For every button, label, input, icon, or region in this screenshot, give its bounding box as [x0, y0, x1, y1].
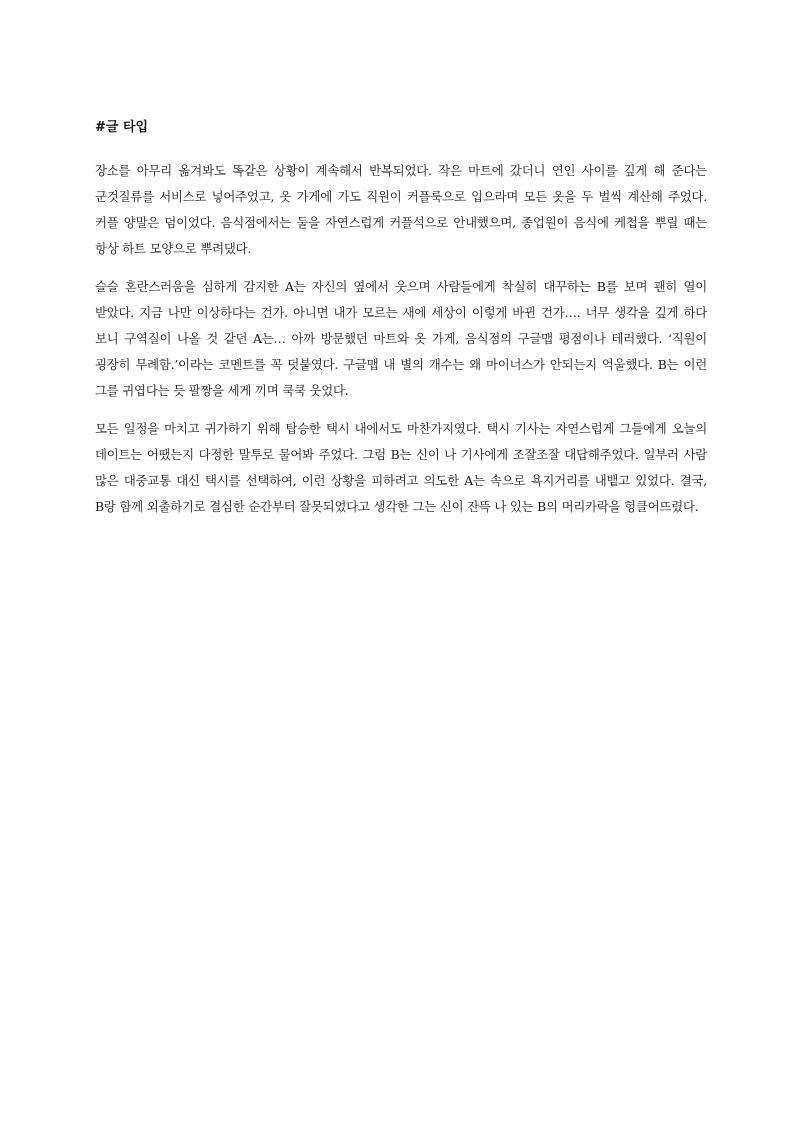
paragraph-2: 슬슬 혼란스러움을 심하게 감지한 A는 자신의 옆에서 웃으며 사람들에게 착실히 대꾸하는 B를 보며 괜히 열이 받았다. 지금 나만 이상하다는 건가. 아니면 내가 모르는 새에 세상이 이렇게 바뀐 건가…. 너무 생각을 깊게 하다 보니 구역질이 나올 것 같던 A는… 아까 방문했던 마트와 옷 가게, 음식점의 구글맵 평점이나 테러했다. ‘직원이 굉장히 무례함.’이라는 코멘트를 꼭 덧붙였다. 구글맵 내 별의 개수는 왜 마이너스가 안되는지 억울했다. B는 이런 그를 귀엽다는 듯 팔짱을 세게 끼며 쿡쿡 웃었다. — [95, 279, 707, 398]
document-heading: #글 타입 — [95, 120, 149, 135]
paragraph-1: 장소를 아무리 옮겨봐도 똑같은 상황이 계속해서 반복되었다. 작은 마트에 갔더니 연인 사이를 깊게 해 준다는 군것질류를 서비스로 넣어주었고, 옷 가게에 가도 직원이 커플룩으로 입으라며 모든 옷을 두 벌씩 계산해 주었다. 커플 양말은 덤이었다. 음식점에서는 둘을 자연스럽게 커플석으로 안내했으며, 종업원이 음식에 케첩을 뿌릴 때는 항상 하트 모양으로 뿌려댔다. — [95, 163, 707, 256]
paragraph-3: 모든 일정을 마치고 귀가하기 위해 탑승한 택시 내에서도 마찬가지였다. 택시 기사는 자연스럽게 그들에게 오늘의 데이트는 어땠는지 다정한 말투로 물어봐 주었다. 그럼 B는 신이 나 기사에게 조잘조잘 대답해주었다. 일부러 사람 많은 대중교통 대신 택시를 선택하여, 이런 상황을 피하려고 의도한 A는 속으로 욕지거리를 내뱉고 있었다. 결국, B랑 함께 외출하기로 결심한 순간부터 잘못되었다고 생각한 그는 신이 잔뜩 나 있는 B의 머리카락을 헝클어뜨렸다. — [95, 421, 707, 514]
document-body — [95, 118, 707, 532]
